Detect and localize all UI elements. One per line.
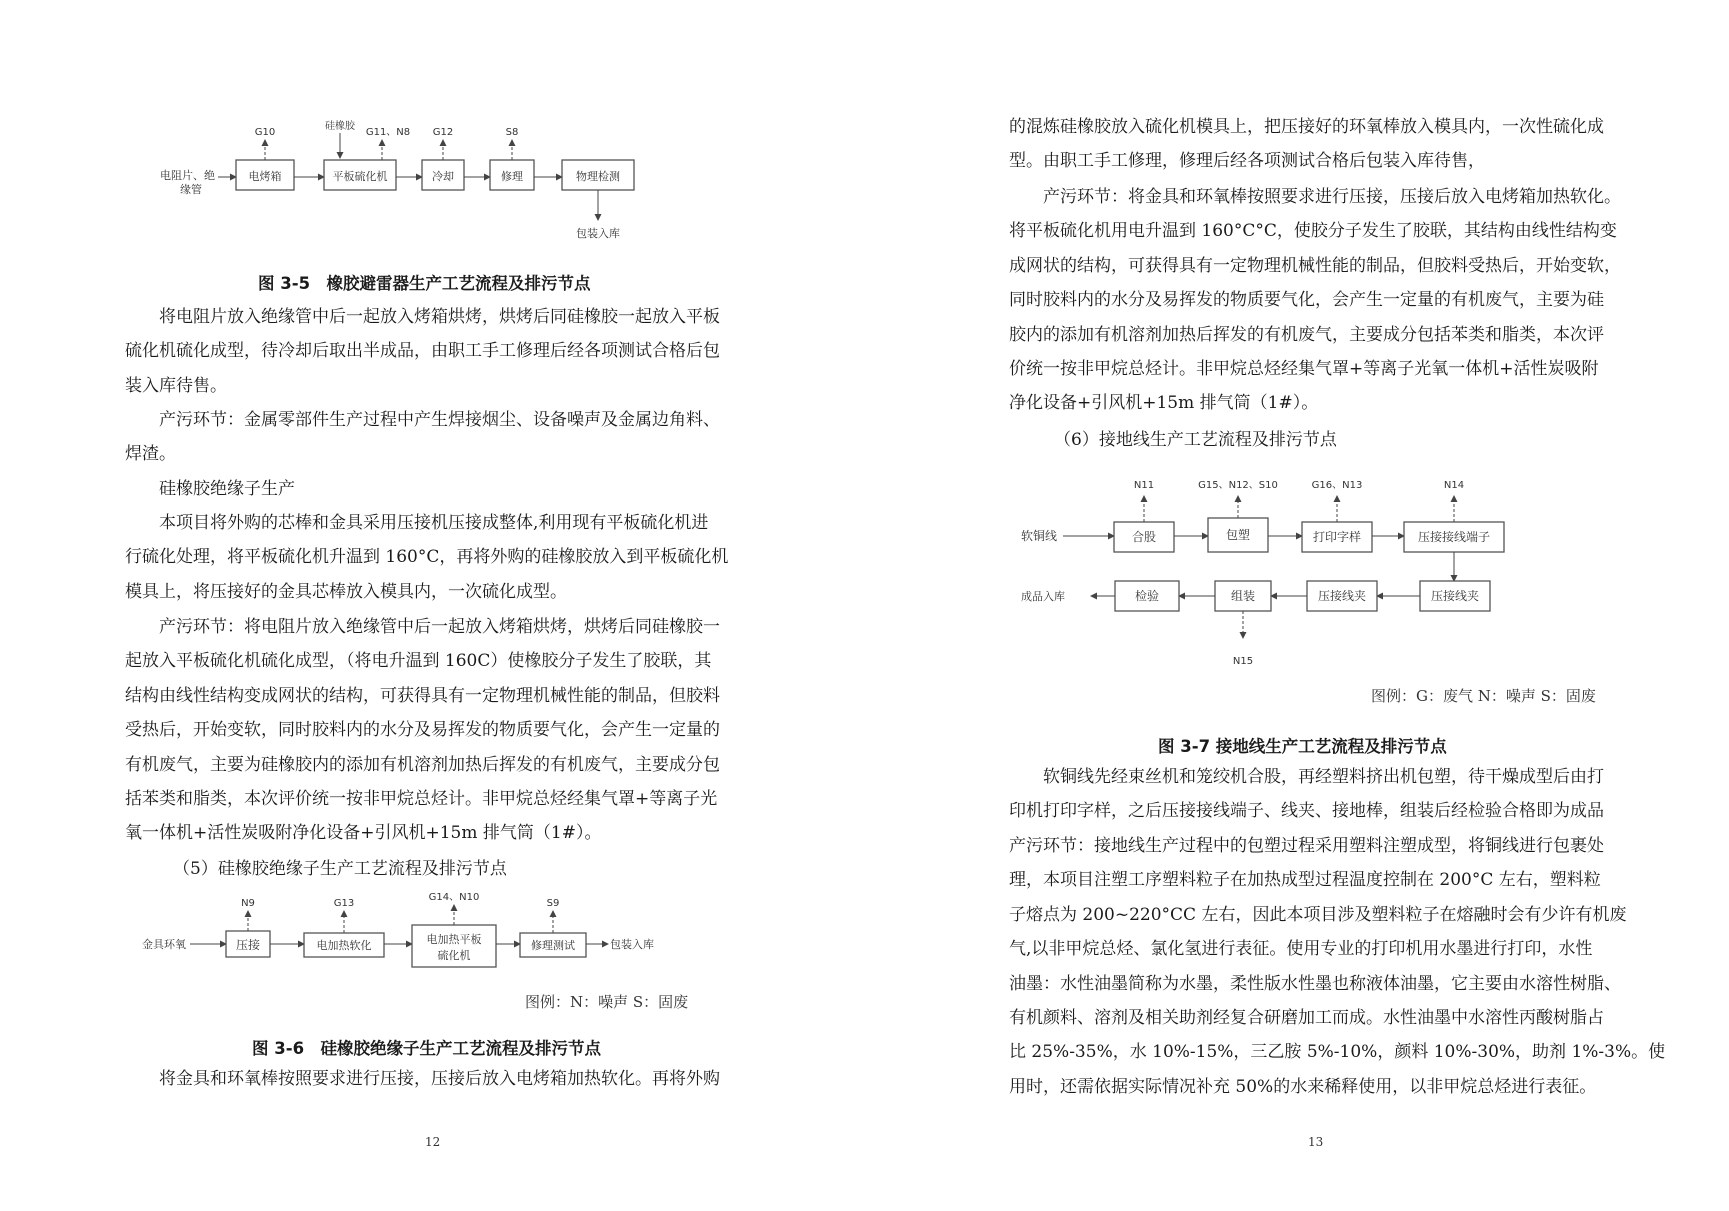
fig7-emission-label: N14 <box>1443 480 1465 491</box>
text-line: 括苯类和脂类，本次评价统一按非甲烷总烃计。非甲烷总烃经集气罩+等离子光 <box>125 789 718 810</box>
text-line: 价统一按非甲烷总烃计。非甲烷总烃经集气罩+等离子光氧一体机+活性炭吸附 <box>1009 359 1599 380</box>
fig6-emission-label: G14、N10 <box>428 892 480 903</box>
text-line: 起放入平板硫化机硫化成型，（将电升温到 160C）使橡胶分子发生了胶联，其 <box>125 651 712 672</box>
text-line: 装入库待售。 <box>125 375 227 396</box>
fig6-step-label: 电加热平板 <box>426 933 482 946</box>
text-line: 模具上，将压接好的金具芯棒放入模具内，一次硫化成型。 <box>125 581 567 602</box>
fig6-input-label: 金具环氧 <box>142 938 186 951</box>
flowchart-fig3-6 <box>140 893 700 973</box>
text-line: 成网状的结构，可获得具有一定物理机械性能的制品，但胶料受热后，开始变软， <box>1009 255 1621 276</box>
fig6-step-label: 硫化机 <box>437 949 471 962</box>
text-line: 同时胶料内的水分及易挥发的物质要气化，会产生一定量的有机废气，主要为硅 <box>1009 290 1604 311</box>
text-line: 软铜线先经束丝机和笼绞机合股，再经塑料挤出机包塑，待干燥成型后由打 <box>1043 767 1604 787</box>
paragraph <box>125 610 745 851</box>
fig6-step-label: 修理测试 <box>531 939 575 952</box>
text-line: 的混炼硅橡胶放入硫化机模具上，把压接好的环氧棒放入模具内，一次性硫化成 <box>1009 117 1604 137</box>
text-line: 气,以非甲烷总烃、氯化氢进行表征。使用专业的打印机用水墨进行打印，水性 <box>1009 939 1593 960</box>
fig6-step-label: 压接 <box>235 938 261 952</box>
text-line: 有机颜料、溶剂及相关助剂经复合研磨加工而成。水性油墨中水溶性丙酸树脂占 <box>1009 1008 1604 1029</box>
text-line: 净化设备+引风机+15m 排气筒（1#）。 <box>1009 393 1319 414</box>
paragraph <box>125 300 745 403</box>
fig5-emission-label: G12 <box>432 127 454 138</box>
figure-caption: 图 3-5 橡胶避雷器生产工艺流程及排污节点 <box>258 274 591 293</box>
text-line: 将平板硫化机用电升温到 160°C°C，使胶分子发生了胶联，其结构由线性结构变 <box>1009 221 1617 242</box>
fig7-emission-label: N11 <box>1133 480 1155 491</box>
fig5-emission-label: G11、N8 <box>365 127 411 138</box>
paragraph <box>1009 110 1649 179</box>
figure-legend: 图例：N：噪声 S：固废 <box>525 993 689 1011</box>
text-line: 本项目将外购的芯棒和金具采用压接机压接成整体,利用现有平板硫化机进 <box>159 513 709 533</box>
fig7-step-label: 压接线夹 <box>1317 589 1367 603</box>
text-line: 子熔点为 200~220°CC 左右，因此本项目涉及塑料粒子在熔融时会有少许有机废 <box>1009 904 1627 925</box>
text-line: 行硫化处理，将平板硫化机升温到 160°C，再将外购的硅橡胶放入到平板硫化机 <box>125 547 729 568</box>
fig5-step-label: 物理检测 <box>576 170 620 183</box>
figure-legend: 图例：G：废气 N：噪声 S：固废 <box>1371 687 1596 705</box>
text-line: 用时，还需依据实际情况补充 50%的水来稀释使用，以非甲烷总烃进行表征。 <box>1009 1076 1597 1097</box>
fig5-step-label: 修理 <box>501 170 523 183</box>
text-line: 结构由线性结构变成网状的结构，可获得具有一定物理机械性能的制品，但胶料 <box>125 685 720 706</box>
text-line: 焊渣。 <box>125 444 176 465</box>
text-line: 型。由职工手工修理，修理后经各项测试合格后包装入库待售， <box>1009 151 1485 172</box>
fig6-output-label: 包装入库 <box>610 938 654 951</box>
text-line: 油墨：水性油墨简称为水墨，柔性版水性墨也称液体油墨，它主要由水溶性树脂、 <box>1009 973 1621 994</box>
fig6-emission-label: G13 <box>333 898 355 909</box>
fig7-step-label: 压接线夹 <box>1430 589 1480 603</box>
paragraph <box>1009 760 1649 829</box>
fig5-step-label: 电烤箱 <box>248 170 282 183</box>
left-page <box>0 0 864 1211</box>
paragraph <box>1009 829 1666 1104</box>
fig5-output-label: 包装入库 <box>576 227 620 240</box>
section-heading: 硅橡胶绝缘子生产 <box>159 479 295 499</box>
text-line: 受热后，开始变软，同时胶料内的水分及易挥发的物质要气化，会产生一定量的 <box>125 720 720 741</box>
fig7-emission-label: N15 <box>1232 656 1254 667</box>
text-line: 有机废气，主要为硅橡胶内的添加有机溶剂加热后挥发的有机废气，主要成分包 <box>125 754 720 775</box>
text-line: 将电阻片放入绝缘管中后一起放入烤箱烘烤，烘烤后同硅橡胶一起放入平板 <box>159 307 720 327</box>
paragraph <box>1009 180 1649 421</box>
text-line: 比 25%-35%，水 10%-15%，三乙胺 5%-10%，颜料 10%-30%，助剂 1%-3%。使 <box>1009 1042 1666 1063</box>
fig7-emission-label: G15、N12、S10 <box>1198 480 1278 491</box>
fig5-step-label: 平板硫化机 <box>332 170 388 183</box>
fig7-emission-label: G16、N13 <box>1311 480 1363 491</box>
fig7-step-label: 检验 <box>1134 589 1160 603</box>
section-heading: （5）硅橡胶绝缘子生产工艺流程及排污节点 <box>173 859 507 879</box>
fig7-step-label: 打印字样 <box>1312 530 1362 544</box>
fig6-emission-label: N9 <box>241 898 255 909</box>
fig5-emission-label: G10 <box>254 127 276 138</box>
paragraph <box>125 506 745 609</box>
fig7-step-label: 压接接线端子 <box>1417 530 1491 544</box>
text-line: 硫化机硫化成型，待冷却后取出半成品，由职工手工修理后经各项测试合格后包 <box>125 341 720 362</box>
figure-caption: 图 3-6 硅橡胶绝缘子生产工艺流程及排污节点 <box>252 1039 602 1058</box>
fig7-input-label: 软铜线 <box>1021 529 1058 543</box>
fig5-input-label: 硅橡胶 <box>325 121 355 132</box>
flowchart-fig3-5 <box>150 121 710 245</box>
fig5-input-label: 缘管 <box>180 183 202 196</box>
paragraph <box>125 403 745 472</box>
text-line: 印机打印字样，之后压接接线端子、线夹、接地棒，组装后经检验合格即为成品 <box>1009 801 1604 822</box>
fig5-step-label: 冷却 <box>432 170 454 183</box>
text-line: 产污环节：金属零部件生产过程中产生焊接烟尘、设备噪声及金属边角料、 <box>159 410 720 430</box>
flowchart-fig3-7 <box>1019 478 1559 678</box>
fig6-emission-label: S9 <box>546 898 560 909</box>
text-line: 产污环节：将电阻片放入绝缘管中后一起放入烤箱烘烤，烘烤后同硅橡胶一 <box>159 617 720 637</box>
section-heading: （6）接地线生产工艺流程及排污节点 <box>1054 430 1337 450</box>
right-page <box>864 0 1729 1211</box>
fig7-step-label: 组装 <box>1230 589 1256 603</box>
fig7-output-label: 成品入库 <box>1021 590 1065 603</box>
text-line: 产污环节：接地线生产过程中的包塑过程采用塑料注塑成型，将铜线进行包裹处 <box>1009 836 1604 856</box>
fig5-input-label: 电阻片、绝 <box>160 169 215 182</box>
text-line: 胶内的添加有机溶剂加热后挥发的有机废气，主要成分包括苯类和脂类，本次评 <box>1009 324 1604 345</box>
fig7-step-label: 包塑 <box>1225 528 1251 542</box>
page-number: 12 <box>425 1135 441 1149</box>
text-line: 氧一体机+活性炭吸附净化设备+引风机+15m 排气筒（1#）。 <box>125 823 602 844</box>
fig7-step-label: 合股 <box>1131 530 1157 544</box>
fig6-step-label: 电加热软化 <box>316 939 372 952</box>
figure-caption: 图 3-7 接地线生产工艺流程及排污节点 <box>1158 737 1447 756</box>
fig5-emission-label: S8 <box>505 127 519 138</box>
paragraph: 将金具和环氧棒按照要求进行压接，压接后放入电烤箱加热软化。再将外购 <box>159 1069 720 1089</box>
text-line: 产污环节：将金具和环氧棒按照要求进行压接，压接后放入电烤箱加热软化。 <box>1043 187 1621 207</box>
text-line: 理，本项目注塑工序塑料粒子在加热成型过程温度控制在 200°C 左右，塑料粒 <box>1009 870 1601 891</box>
page-number: 13 <box>1308 1135 1324 1149</box>
